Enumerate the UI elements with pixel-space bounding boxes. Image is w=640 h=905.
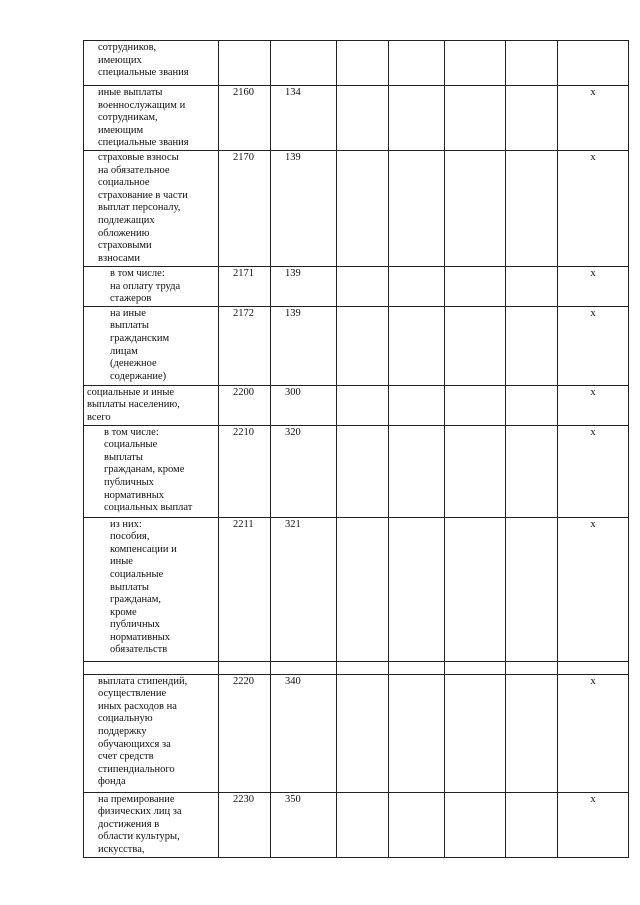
row-line-code-cell: 2230 xyxy=(219,792,271,857)
empty-cell xyxy=(337,792,389,857)
empty-cell xyxy=(445,792,506,857)
empty-cell xyxy=(337,425,389,517)
empty-cell xyxy=(389,306,445,385)
table-row xyxy=(84,385,629,425)
empty-cell xyxy=(389,86,445,151)
row-budget-code-cell: 300 xyxy=(271,385,337,425)
row-mark-cell: x xyxy=(558,306,629,385)
row-name-cell: социальные и иные выплаты населению, всего xyxy=(84,385,219,425)
row-budget-code-cell: 350 xyxy=(271,792,337,857)
empty-cell xyxy=(337,674,389,792)
table-body xyxy=(84,41,629,858)
empty-cell xyxy=(337,306,389,385)
empty-cell xyxy=(389,150,445,266)
table-row xyxy=(84,674,629,792)
row-budget-code-cell xyxy=(271,41,337,86)
table-row xyxy=(84,266,629,306)
empty-cell xyxy=(445,266,506,306)
row-budget-code-cell: 134 xyxy=(271,86,337,151)
empty-cell xyxy=(445,86,506,151)
empty-cell xyxy=(506,306,558,385)
empty-cell xyxy=(445,425,506,517)
empty-cell xyxy=(445,517,506,661)
empty-cell xyxy=(337,86,389,151)
table-row xyxy=(84,86,629,151)
empty-cell xyxy=(389,41,445,86)
row-mark-cell: x xyxy=(558,517,629,661)
table-row xyxy=(84,425,629,517)
row-mark-cell: x xyxy=(558,674,629,792)
row-name-cell: страховые взносы на обязательное социальное страхование в части выплат персоналу, подлежащих обложению страховыми взносами xyxy=(84,150,219,266)
row-name-cell: выплата стипендий, осуществление иных расходов на социальную поддержку обучающихся за счет средств стипендиального фонда xyxy=(84,674,219,792)
empty-cell xyxy=(389,425,445,517)
table-row xyxy=(84,41,629,86)
empty-cell xyxy=(506,266,558,306)
empty-cell xyxy=(506,425,558,517)
row-mark-cell: x xyxy=(558,86,629,151)
empty-cell xyxy=(506,661,558,674)
empty-cell xyxy=(337,385,389,425)
row-budget-code-cell: 340 xyxy=(271,674,337,792)
table-row xyxy=(84,306,629,385)
empty-cell xyxy=(389,661,445,674)
row-mark-cell: x xyxy=(558,266,629,306)
row-budget-code-cell: 139 xyxy=(271,150,337,266)
table-row xyxy=(84,517,629,661)
row-budget-code-cell: 321 xyxy=(271,517,337,661)
empty-cell xyxy=(506,150,558,266)
row-name-cell: в том числе: на оплату труда стажеров xyxy=(84,266,219,306)
empty-cell xyxy=(337,41,389,86)
row-line-code-cell: 2211 xyxy=(219,517,271,661)
empty-cell xyxy=(389,266,445,306)
empty-cell xyxy=(445,41,506,86)
empty-cell xyxy=(337,517,389,661)
row-mark-cell xyxy=(558,661,629,674)
row-mark-cell xyxy=(558,41,629,86)
empty-cell xyxy=(506,86,558,151)
empty-cell xyxy=(506,674,558,792)
row-name-cell xyxy=(84,661,219,674)
row-mark-cell: x xyxy=(558,150,629,266)
row-line-code-cell xyxy=(219,41,271,86)
row-line-code-cell: 2172 xyxy=(219,306,271,385)
empty-cell xyxy=(506,41,558,86)
row-name-cell: из них: пособия, компенсации и иные социальные выплаты гражданам, кроме публичных нормативных обязательств xyxy=(84,517,219,661)
empty-cell xyxy=(337,150,389,266)
row-line-code-cell: 2200 xyxy=(219,385,271,425)
row-name-cell: на премирование физических лиц за достижения в области культуры, искусства, xyxy=(84,792,219,857)
empty-cell xyxy=(337,266,389,306)
empty-cell xyxy=(506,792,558,857)
row-name-cell: на иные выплаты гражданским лицам (денежное содержание) xyxy=(84,306,219,385)
row-mark-cell: x xyxy=(558,425,629,517)
empty-cell xyxy=(445,150,506,266)
empty-cell xyxy=(389,517,445,661)
table-row xyxy=(84,792,629,857)
financial-table xyxy=(83,40,629,858)
empty-cell xyxy=(445,661,506,674)
empty-cell xyxy=(389,385,445,425)
empty-cell xyxy=(506,517,558,661)
row-line-code-cell: 2170 xyxy=(219,150,271,266)
row-mark-cell: x xyxy=(558,792,629,857)
empty-cell xyxy=(506,385,558,425)
empty-cell xyxy=(445,385,506,425)
row-line-code-cell xyxy=(219,661,271,674)
empty-cell xyxy=(445,306,506,385)
empty-cell xyxy=(389,792,445,857)
row-name-cell: в том числе: социальные выплаты гражданам, кроме публичных нормативных социальных выплат xyxy=(84,425,219,517)
row-line-code-cell: 2171 xyxy=(219,266,271,306)
empty-cell xyxy=(389,674,445,792)
row-line-code-cell: 2210 xyxy=(219,425,271,517)
row-budget-code-cell: 320 xyxy=(271,425,337,517)
empty-cell xyxy=(337,661,389,674)
row-line-code-cell: 2160 xyxy=(219,86,271,151)
table-row xyxy=(84,150,629,266)
row-budget-code-cell xyxy=(271,661,337,674)
row-name-cell: иные выплаты военнослужащим и сотрудникам, имеющим специальные звания xyxy=(84,86,219,151)
row-budget-code-cell: 139 xyxy=(271,266,337,306)
row-line-code-cell: 2220 xyxy=(219,674,271,792)
table-row xyxy=(84,661,629,674)
row-name-cell: сотрудников, имеющих специальные звания xyxy=(84,41,219,86)
empty-cell xyxy=(445,674,506,792)
row-budget-code-cell: 139 xyxy=(271,306,337,385)
row-mark-cell: x xyxy=(558,385,629,425)
